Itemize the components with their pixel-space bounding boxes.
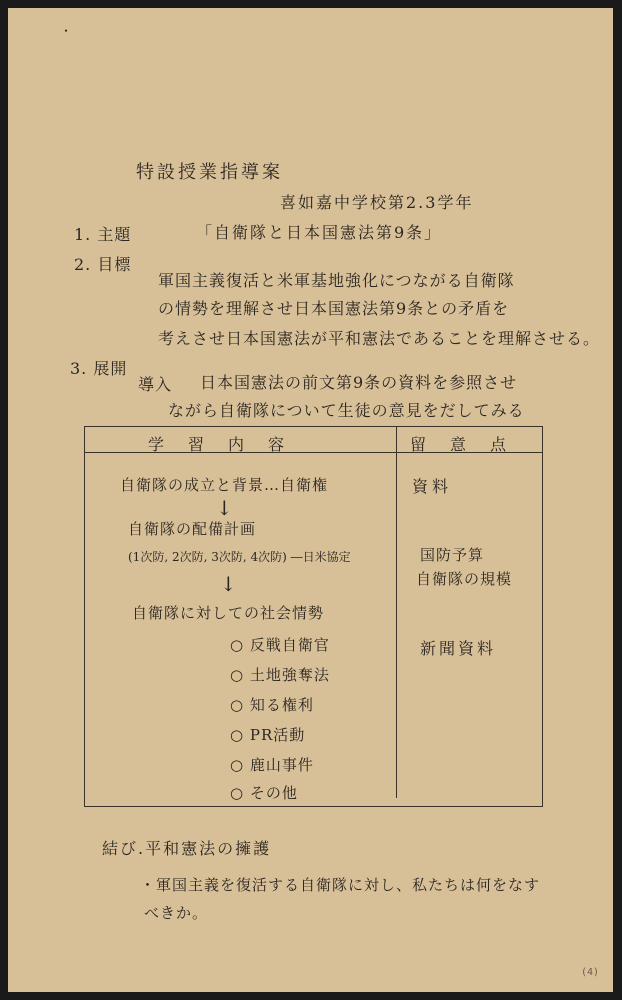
dev-label: 3. 展開 (70, 359, 128, 378)
down-arrow-icon: ↓ (220, 572, 237, 596)
content-row-2: 自衛隊の配備計画 (128, 520, 257, 538)
goal-label: 2. 目標 (74, 255, 132, 274)
bullet-item-6: ○ その他 (230, 784, 298, 802)
content-row-3: (1次防, 2次防, 3次防, 4次防) ―日米協定 (128, 550, 351, 564)
table-left-border (84, 426, 85, 807)
page-number: (4) (580, 967, 599, 978)
theme-text: 「自衛隊と日本国憲法第9条」 (196, 223, 443, 242)
col-header-content: 学 習 内 容 (148, 435, 289, 454)
conclusion-line-2: べきか。 (144, 904, 209, 922)
conclusion-line-1: ・軍国主義を復活する自衛隊に対し、私たちは何をなす (140, 876, 541, 894)
col-header-notes: 留 意 点 (410, 435, 511, 454)
note-2: 国防予算 (420, 546, 485, 564)
note-1: 資料 (412, 477, 453, 496)
school-label: 喜如嘉中学校第2.3学年 (280, 193, 474, 212)
goal-line-3: 考えさせ日本国憲法が平和憲法であることを理解させる。 (158, 329, 601, 348)
corner-mark: ・ (60, 24, 73, 38)
bullet-item-3: ○ 知る権利 (230, 696, 314, 714)
content-row-1: 自衛隊の成立と背景…自衛権 (120, 476, 329, 494)
table-column-divider (396, 426, 397, 798)
bullet-item-2: ○ 土地強奪法 (230, 666, 330, 684)
table-right-border (542, 426, 543, 807)
down-arrow-icon: ↓ (216, 496, 233, 520)
doc-title: 特設授業指導案 (136, 162, 283, 183)
goal-line-1: 軍国主義復活と米軍基地強化につながる自衛隊 (158, 271, 515, 290)
note-4: 新聞資料 (420, 639, 497, 658)
theme-label: 1. 主題 (74, 225, 132, 244)
bullet-item-5: ○ 鹿山事件 (230, 756, 314, 774)
note-3: 自衛隊の規模 (416, 570, 513, 588)
intro-line-2: ながら自衛隊について生徒の意見をだしてみる (168, 401, 525, 420)
bullet-item-4: ○ PR活動 (230, 726, 306, 744)
conclusion-label: 結び.平和憲法の擁護 (102, 839, 272, 858)
intro-line-1: 日本国憲法の前文第9条の資料を参照させ (200, 373, 518, 392)
document-page (8, 8, 613, 992)
table-top-border (84, 426, 542, 427)
content-row-4: 自衛隊に対しての社会情勢 (132, 604, 325, 622)
table-bottom-border (84, 806, 542, 807)
intro-label: 導入 (138, 375, 173, 394)
bullet-item-1: ○ 反戦自衛官 (230, 636, 330, 654)
goal-line-2: の情勢を理解させ日本国憲法第9条との矛盾を (158, 299, 510, 318)
